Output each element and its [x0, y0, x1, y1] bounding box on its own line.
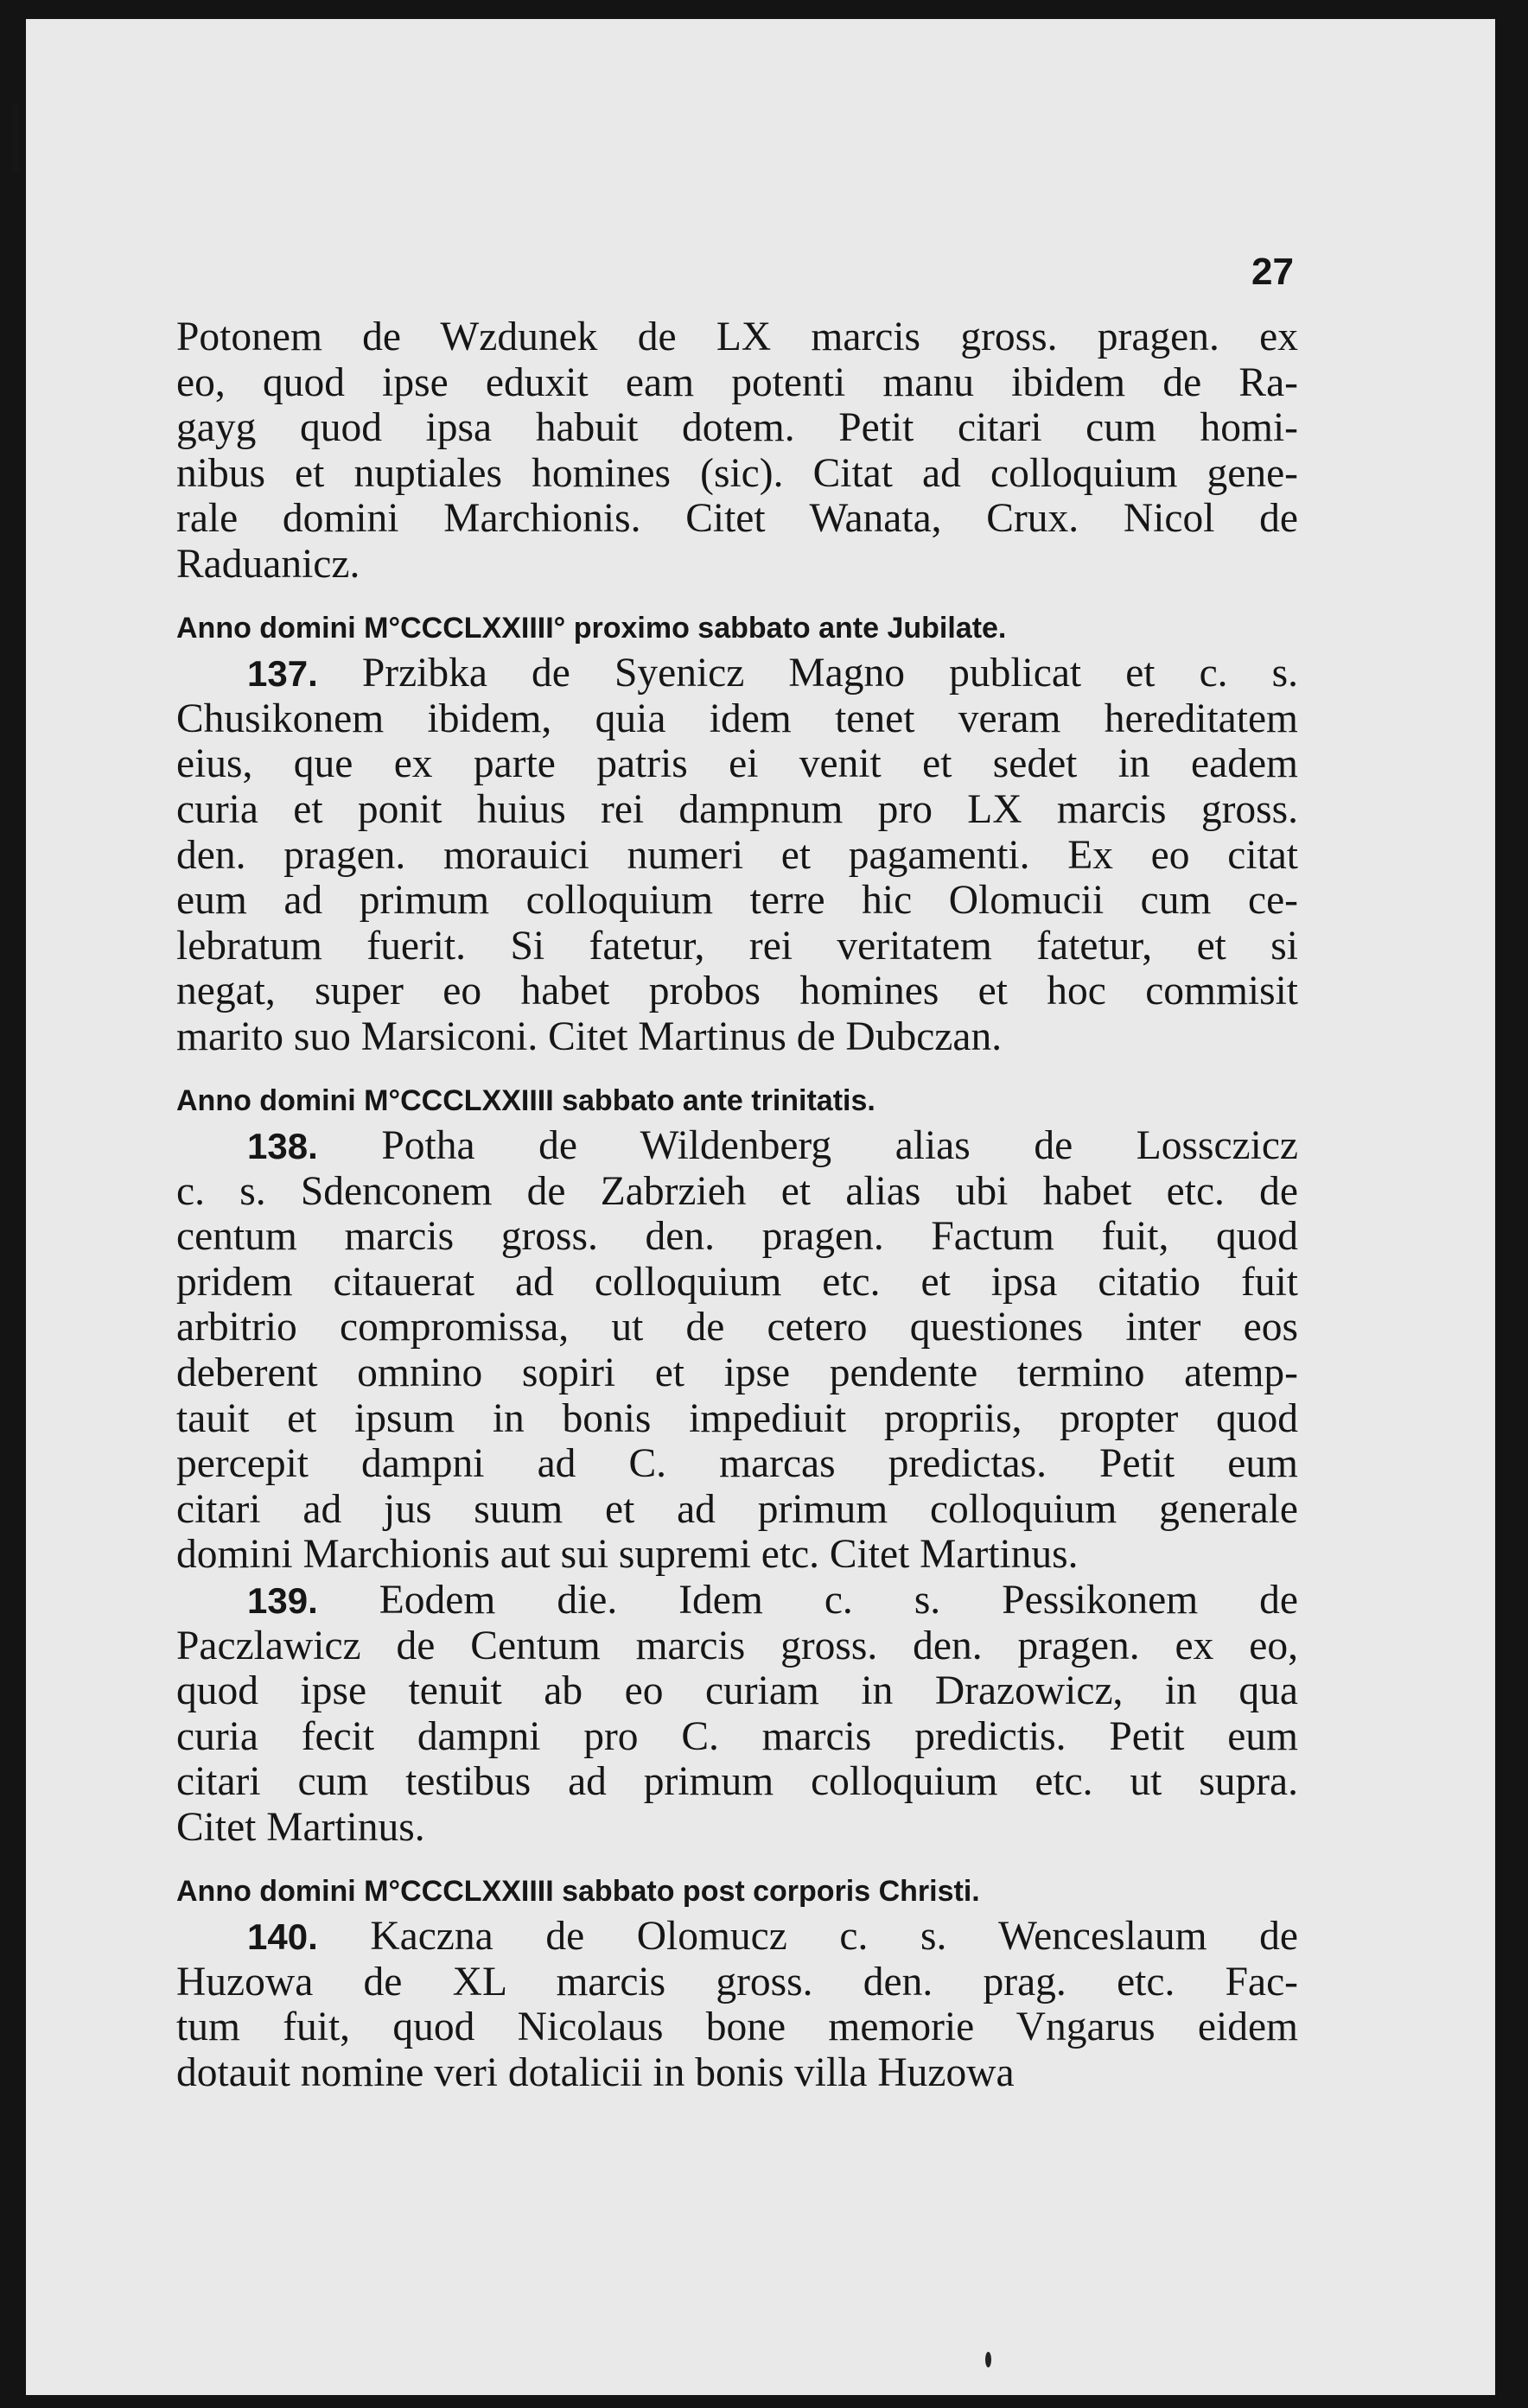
- text-line: marito suo Marsiconi. Citet Martinus de Dubczan.: [176, 1013, 1003, 1059]
- entry-paragraph: [176, 1123, 1298, 1578]
- text-line: dotauit nomine veri dotalicii in bonis villa Huzowa: [176, 2049, 1015, 2095]
- opening-paragraph: [176, 315, 1298, 588]
- section-date-heading: Anno domini M°CCCLXXIIII° proximo sabbato ante Jubilate.: [176, 611, 1007, 645]
- entry-first-line: [176, 1578, 1298, 1623]
- entry-text: Potha de Wildenberg alias de Lossczicz: [317, 1123, 1298, 1169]
- text-line: c. s. Sdenconem de Zabrzieh et alias ubi habet etc. de: [176, 1168, 1298, 1214]
- entry-number: 137.: [247, 653, 318, 695]
- text-line: Potonem de Wzdunek de LX marcis gross. pragen. ex: [176, 315, 1298, 359]
- entry-paragraph: [176, 1578, 1298, 1851]
- text-line: arbitrio compromissa, ut de cetero questiones inter eos: [176, 1305, 1298, 1350]
- text-line: gayg quod ipsa habuit dotem. Petit citari cum homi-: [176, 405, 1298, 451]
- text-line: tum fuit, quod Nicolaus bone memorie Vngarus eidem: [176, 2005, 1298, 2050]
- entry-text: Kaczna de Olomucz c. s. Wenceslaum de: [317, 1914, 1298, 1960]
- section-date-heading: Anno domini M°CCCLXXIIII sabbato post corporis Christi.: [176, 1874, 980, 1908]
- text-line: quod ipse tenuit ab eo curiam in Drazowicz, in qua: [176, 1668, 1298, 1714]
- document-body: [176, 315, 1298, 2096]
- text-line: Huzowa de XL marcis gross. den. prag. etc. Fac-: [176, 1959, 1298, 2005]
- text-line: nibus et nuptiales homines (sic). Citat ad colloquium gene-: [176, 450, 1298, 496]
- text-line: deberent omnino sopiri et ipse pendente termino atemp-: [176, 1350, 1298, 1396]
- text-line: Chusikonem ibidem, quia idem tenet veram hereditatem: [176, 696, 1298, 741]
- binding-edge-mark: [12, 104, 19, 173]
- text-line: citari ad jus suum et ad primum colloquium generale: [176, 1486, 1298, 1532]
- text-line: curia fecit dampni pro C. marcis predictis. Petit eum: [176, 1713, 1298, 1759]
- text-line: eo, quod ipse eduxit eam potenti manu ibidem de Ra-: [176, 359, 1298, 405]
- entry-paragraph: [176, 651, 1298, 1059]
- entry-paragraph: [176, 1914, 1298, 2095]
- text-line: domini Marchionis aut sui supremi etc. Citet Martinus.: [176, 1532, 1079, 1578]
- text-line: rale domini Marchionis. Citet Wanata, Crux. Nicol de: [176, 496, 1298, 542]
- text-line: Raduanicz.: [176, 541, 360, 587]
- entry-number: 138.: [247, 1126, 318, 1167]
- text-line: eius, que ex parte patris ei venit et sedet in eadem: [176, 741, 1298, 787]
- entry-first-line: [176, 1914, 1298, 1960]
- text-line: pridem citauerat ad colloquium etc. et ipsa citatio fuit: [176, 1259, 1298, 1305]
- entry-first-line: [176, 651, 1298, 696]
- page-number: 27: [1251, 251, 1294, 293]
- text-line: percepit dampni ad C. marcas predictas. Petit eum: [176, 1441, 1298, 1487]
- text-line: citari cum testibus ad primum colloquium etc. ut supra.: [176, 1759, 1298, 1805]
- text-line: curia et ponit huius rei dampnum pro LX marcis gross.: [176, 786, 1298, 832]
- text-line: lebratum fuerit. Si fatetur, rei veritatem fatetur, et si: [176, 923, 1298, 969]
- entry-first-line: [176, 1123, 1298, 1169]
- section-date-heading: Anno domini M°CCCLXXIIII sabbato ante trinitatis.: [176, 1083, 875, 1117]
- entry-number: 139.: [247, 1580, 318, 1622]
- text-line: eum ad primum colloquium terre hic Olomucii cum ce-: [176, 878, 1298, 924]
- text-line: centum marcis gross. den. pragen. Factum fuit, quod: [176, 1214, 1298, 1260]
- text-line: Paczlawicz de Centum marcis gross. den. pragen. ex eo,: [176, 1623, 1298, 1668]
- text-line: Citet Martinus.: [176, 1805, 425, 1850]
- entry-text: Przibka de Syenicz Magno publicat et c. s.: [317, 651, 1298, 696]
- text-line: den. pragen. morauici numeri et pagamenti. Ex eo citat: [176, 832, 1298, 878]
- entry-text: Eodem die. Idem c. s. Pessikonem de: [317, 1578, 1298, 1623]
- text-line: negat, super eo habet probos homines et hoc commisit: [176, 969, 1298, 1014]
- entry-number: 140.: [247, 1916, 318, 1958]
- text-line: tauit et ipsum in bonis impediuit propriis, propter quod: [176, 1395, 1298, 1441]
- scan-speck: [985, 2352, 991, 2367]
